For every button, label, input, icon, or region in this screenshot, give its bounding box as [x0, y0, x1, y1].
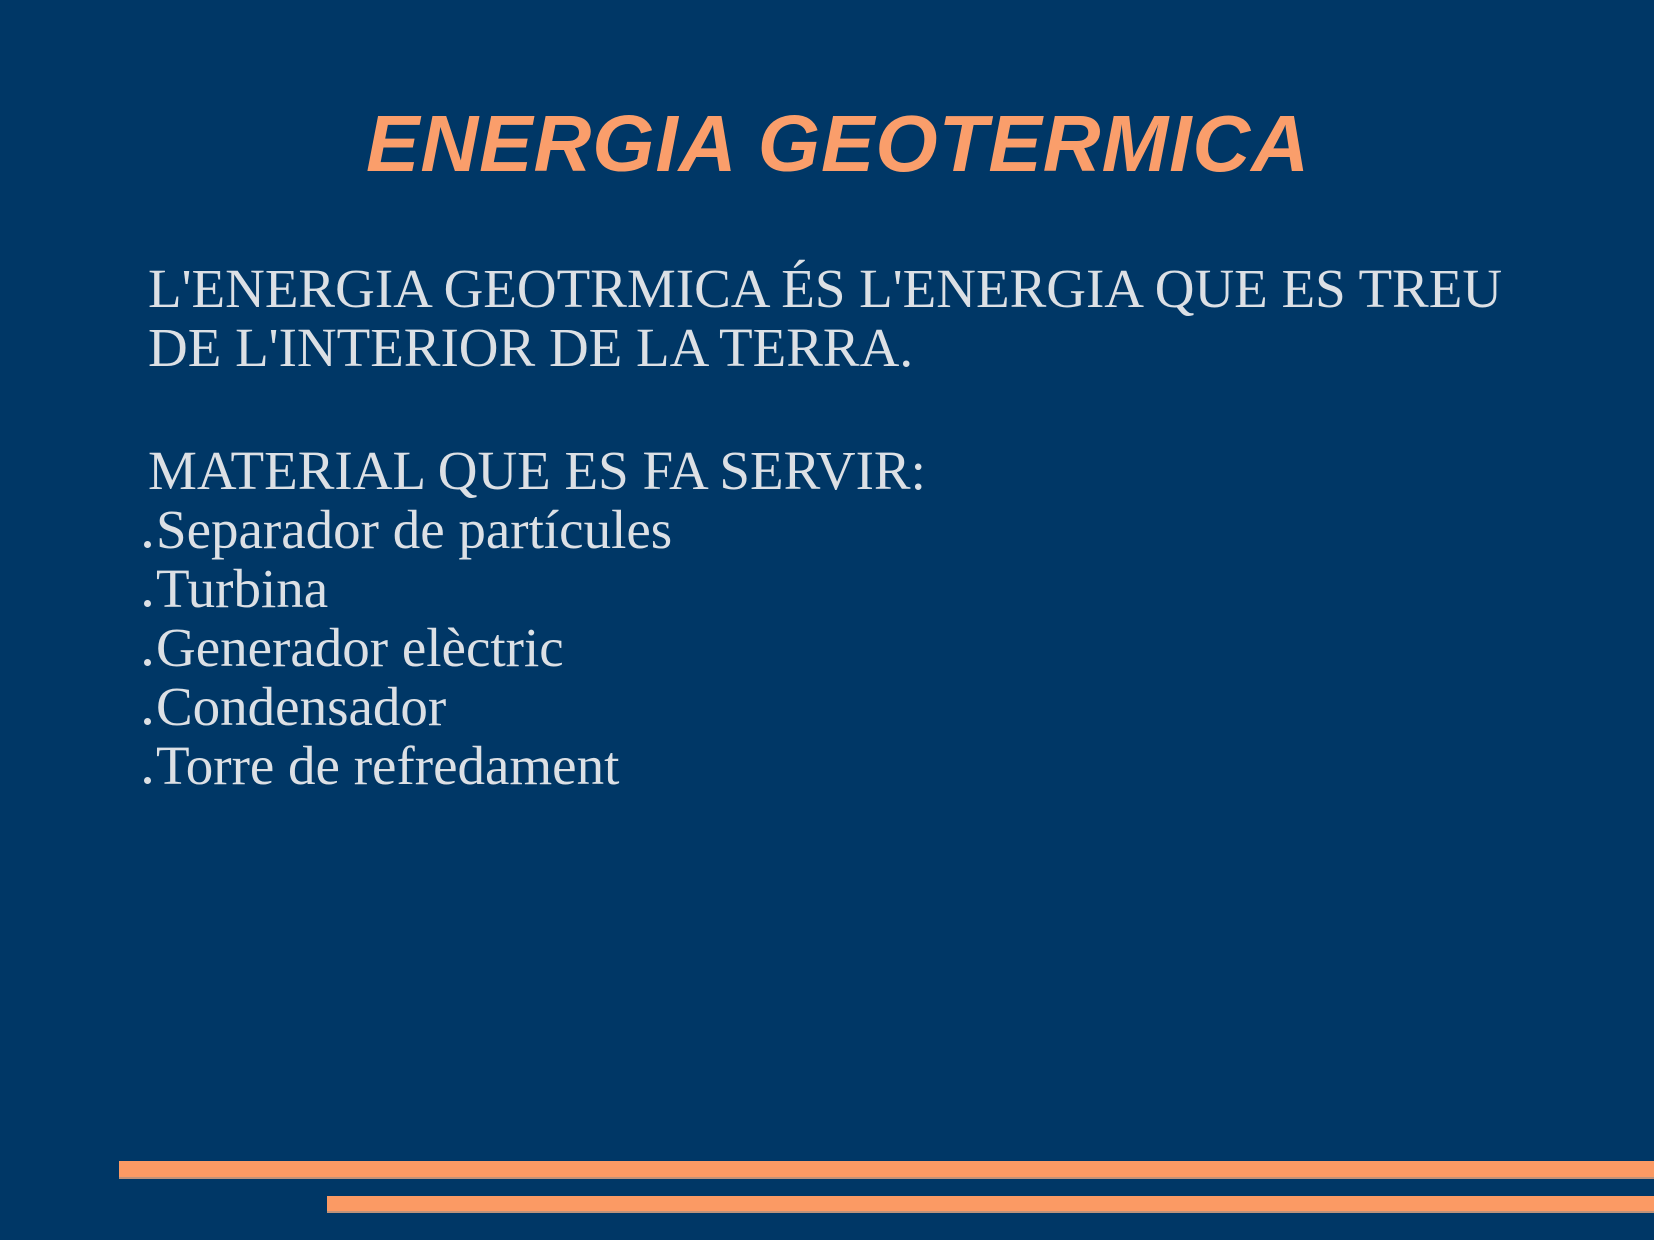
intro-paragraph: L'ENERGIA GEOTRMICA ÉS L'ENERGIA QUE ES TREU DE L'INTERIOR DE LA TERRA. — [148, 258, 1503, 378]
accent-bar-lower — [327, 1196, 1654, 1213]
list-item — [144, 736, 1518, 795]
list-item — [144, 500, 1518, 559]
accent-bar-upper — [119, 1161, 1654, 1179]
bullet-icon — [144, 541, 151, 548]
materials-heading: MATERIAL QUE ES FA SERVIR: — [148, 440, 926, 501]
list-item — [144, 559, 1518, 618]
page-title: ENERGIA GEOTERMICA — [366, 99, 1310, 188]
list-item — [144, 618, 1518, 677]
list-item-label: Generador elèctric — [156, 617, 564, 678]
materials-list — [144, 500, 1518, 795]
list-item — [144, 677, 1518, 736]
list-item-label: Condensador — [156, 676, 447, 737]
slide-body — [148, 259, 1518, 795]
bullet-icon — [144, 600, 151, 607]
bullet-icon — [144, 718, 151, 725]
bullet-icon — [144, 777, 151, 784]
list-item-label: Torre de refredament — [156, 735, 620, 796]
bullet-icon — [144, 659, 151, 666]
list-item-label: Turbina — [156, 558, 329, 619]
list-item-label: Separador de partícules — [156, 499, 673, 560]
